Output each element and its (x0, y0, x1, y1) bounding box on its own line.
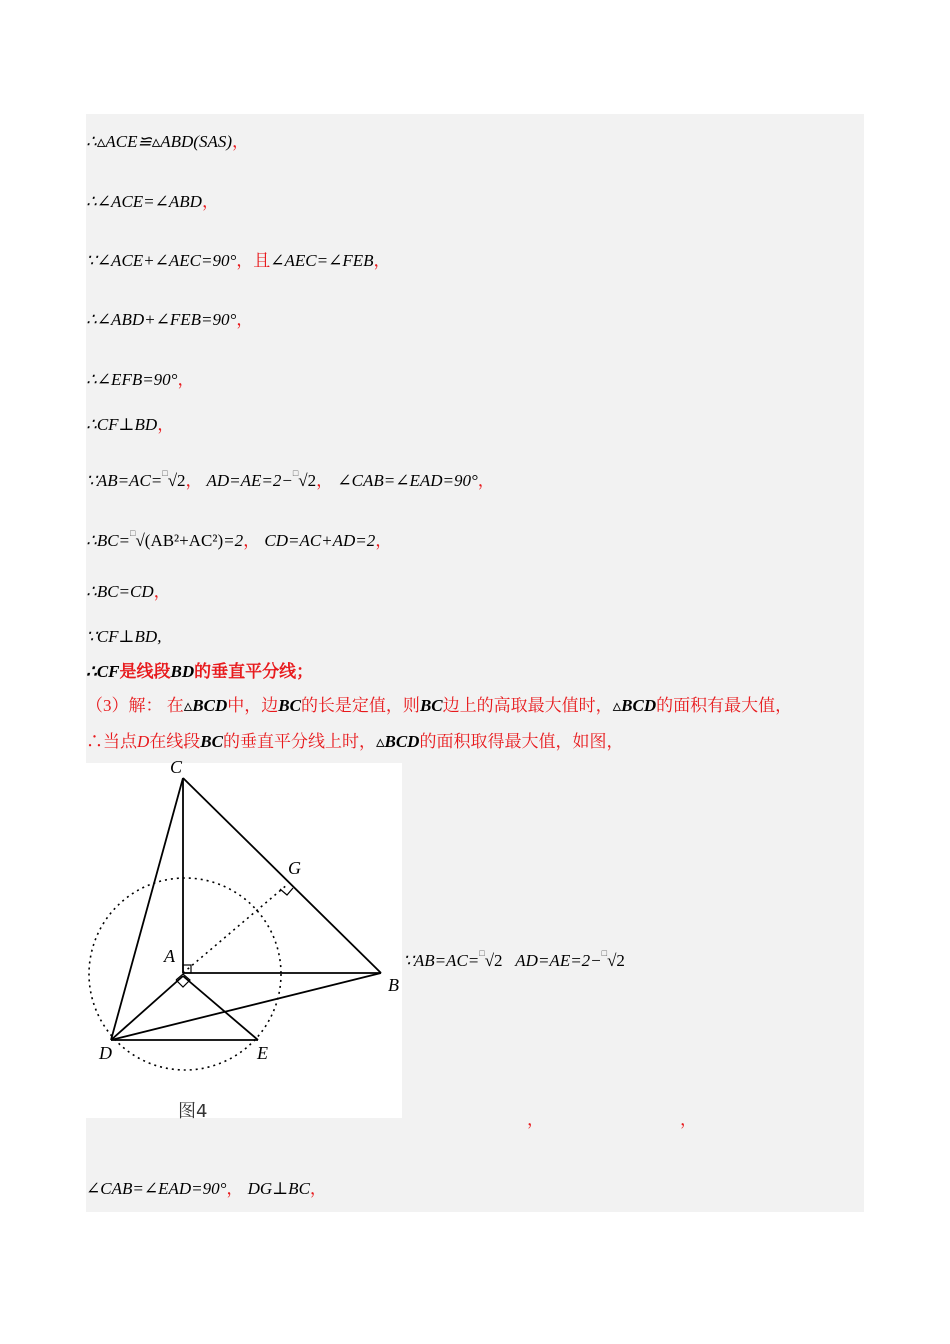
comma-1: ， (527, 1110, 544, 1129)
segment-ae (183, 976, 258, 1040)
figure-svg (86, 763, 402, 1118)
label-g: G (288, 858, 301, 878)
dotted-circle (89, 878, 281, 1070)
figure-caption: 图4 (178, 1101, 208, 1122)
line-part3-intro: （3）解： 在▵BCD中，边BC的长是定值，则BC边上的高取最大值时，▵BCD的面积有最大值， (86, 696, 793, 715)
line-part3-max: ∴当点D在线段BC的垂直平分线上时，▵BCD的面积取得最大值，如图， (86, 732, 624, 751)
line-conclusion: ∴CF是线段BD的垂直平分线； (86, 662, 314, 681)
segment-cd (111, 778, 183, 1040)
line-given-lengths: ∵AB=AC=□√2 AD=AE=2−□√2 (403, 948, 625, 970)
line-abd-feb: ∴∠ABD+∠FEB=90°， (86, 310, 254, 329)
line-cf-perp-bd-2: ∵CF⊥BD, (86, 627, 162, 646)
line-bc-cd: ∴BC=□√(AB²+AC²)=2， CD=AC+AD=2， (86, 528, 393, 550)
label-a: A (164, 946, 175, 966)
line-congruence: ∴▵ACE≌▵ABD(SAS)， (86, 132, 249, 151)
label-c: C (170, 757, 183, 777)
line-angle-ace-abd: ∴∠ACE=∠ABD， (86, 192, 219, 211)
geometry-figure (86, 757, 402, 1122)
label-d: D (99, 1043, 112, 1063)
label-b: B (388, 975, 399, 995)
segment-cb (183, 778, 381, 973)
line-lengths: ∵AB=AC=□√2， AD=AE=2−□√2， ∠CAB=∠EAD=90°， (86, 468, 495, 490)
line-bc-eq-cd: ∴BC=CD， (86, 582, 171, 601)
segment-ag-dotted (183, 884, 288, 973)
right-angle-g (280, 888, 293, 895)
line-cf-perp-bd: ∴CF⊥BD， (86, 415, 175, 434)
label-e: E (257, 1043, 268, 1063)
line-angle-sum: ∵∠ACE+∠AEC=90°，且∠AEC=∠FEB， (86, 251, 391, 270)
comma-2: ， (680, 1110, 697, 1129)
line-angles-dg: ∠CAB=∠EAD=90°， DG⊥BC， (86, 1179, 327, 1198)
line-efb: ∴∠EFB=90°， (86, 370, 195, 389)
